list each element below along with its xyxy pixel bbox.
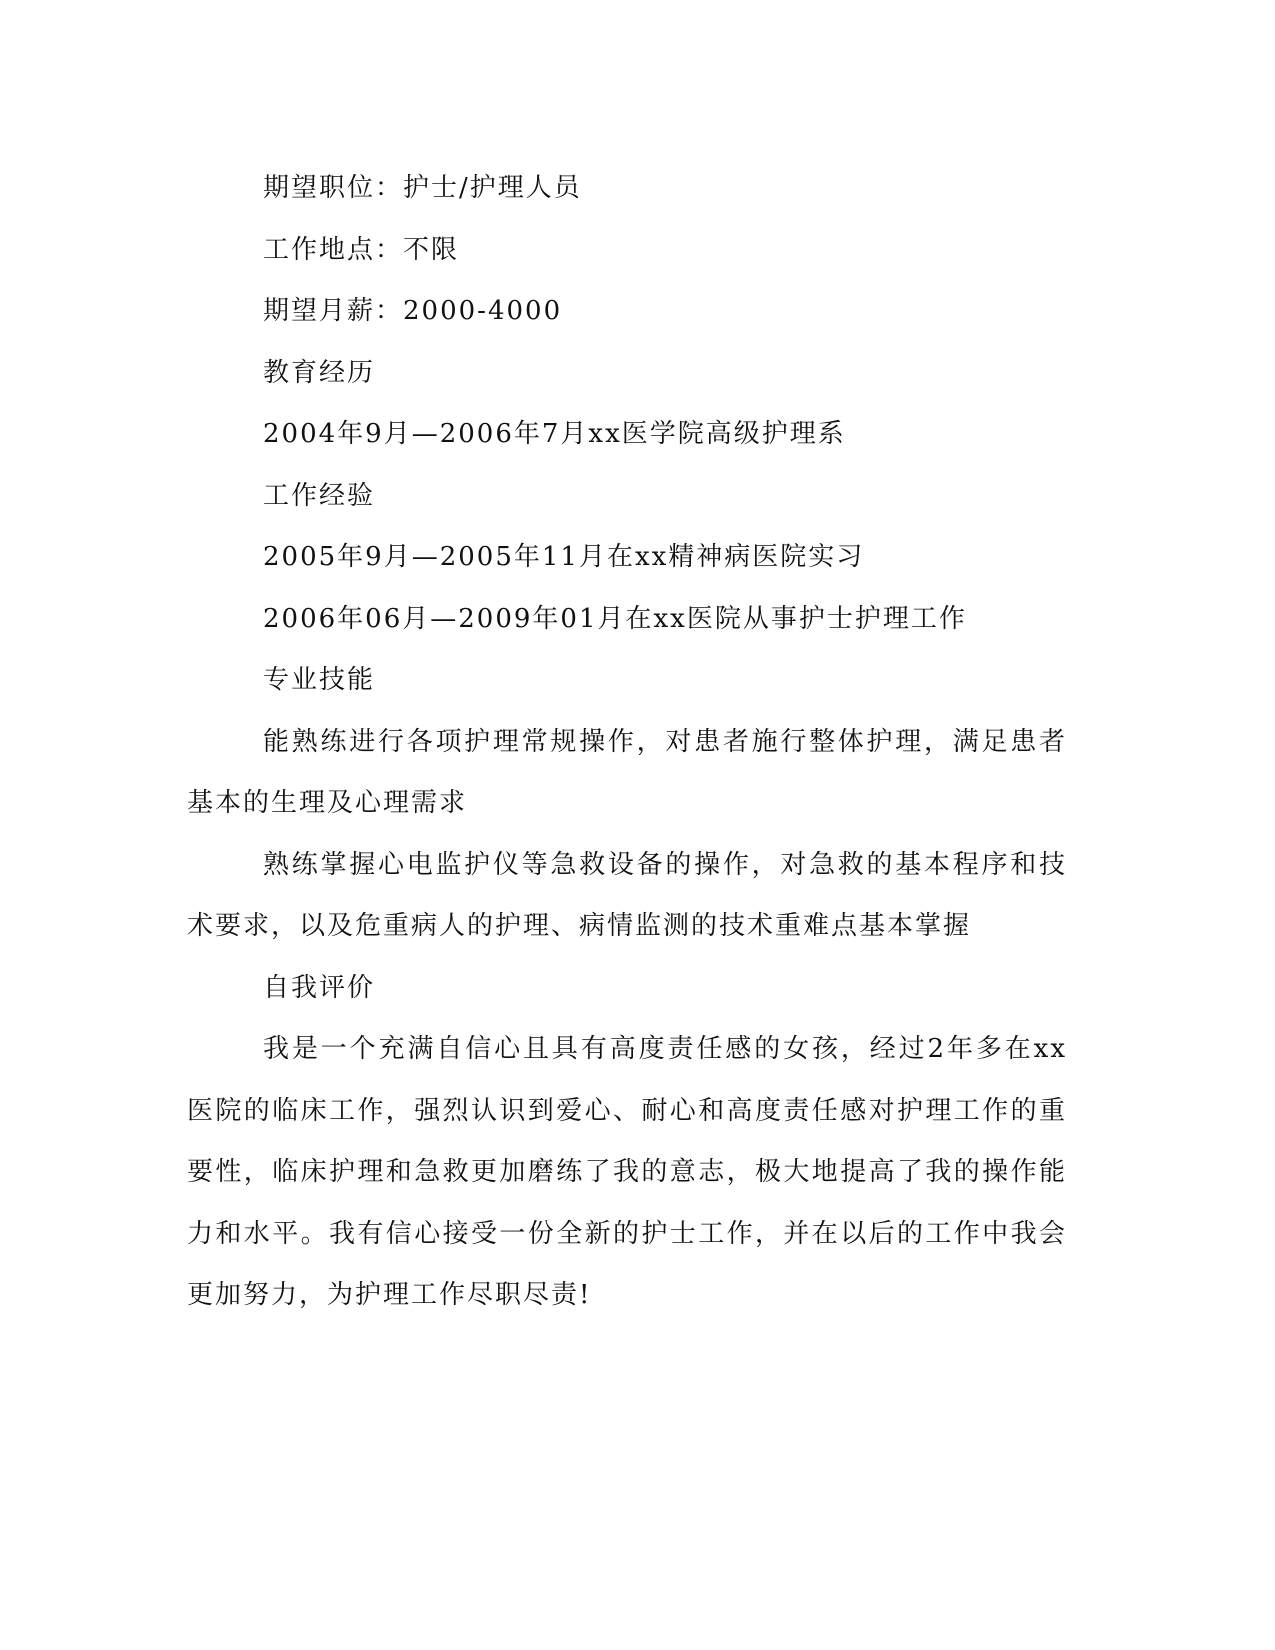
document-body (187, 158, 1067, 1327)
self-evaluation-heading: 自我评价 (263, 972, 376, 1003)
skills-paragraph-1: 能熟练进行各项护理常规操作，对患者施行整体护理，满足患者基本的生理及心理需求 (187, 726, 1067, 818)
work-location: 工作地点：不限 (263, 234, 460, 265)
education-heading: 教育经历 (263, 357, 376, 388)
self-evaluation-paragraph: 我是一个充满自信心且具有高度责任感的女孩，经过2年多在xx医院的临床工作，强烈认识到爱心、耐心和高度责任感对护理工作的重要性，临床护理和急救更加磨练了我的意志，极大地提高了我的操作能力和水平。我有信心接受一份全新的护士工作，并在以后的工作中我会更加努力，为护理工作尽职尽责! (187, 1034, 1067, 1310)
skills-heading: 专业技能 (263, 665, 376, 695)
education-entry: 2004年9月—2006年7月xx医学院高级护理系 (263, 419, 846, 449)
experience-entry-2: 2006年06月—2009年01月在xx医院从事护士护理工作 (263, 603, 967, 634)
experience-entry-1: 2005年9月—2005年11月在xx精神病医院实习 (263, 542, 865, 572)
experience-heading: 工作经验 (263, 480, 376, 511)
skills-paragraph-2: 熟练掌握心电监护仪等急救设备的操作，对急救的基本程序和技术要求，以及危重病人的护理、病情监测的技术重难点基本掌握 (187, 849, 1067, 941)
expected-salary: 期望月薪：2000-4000 (263, 296, 563, 326)
expected-position: 期望职位：护士/护理人员 (263, 173, 582, 203)
